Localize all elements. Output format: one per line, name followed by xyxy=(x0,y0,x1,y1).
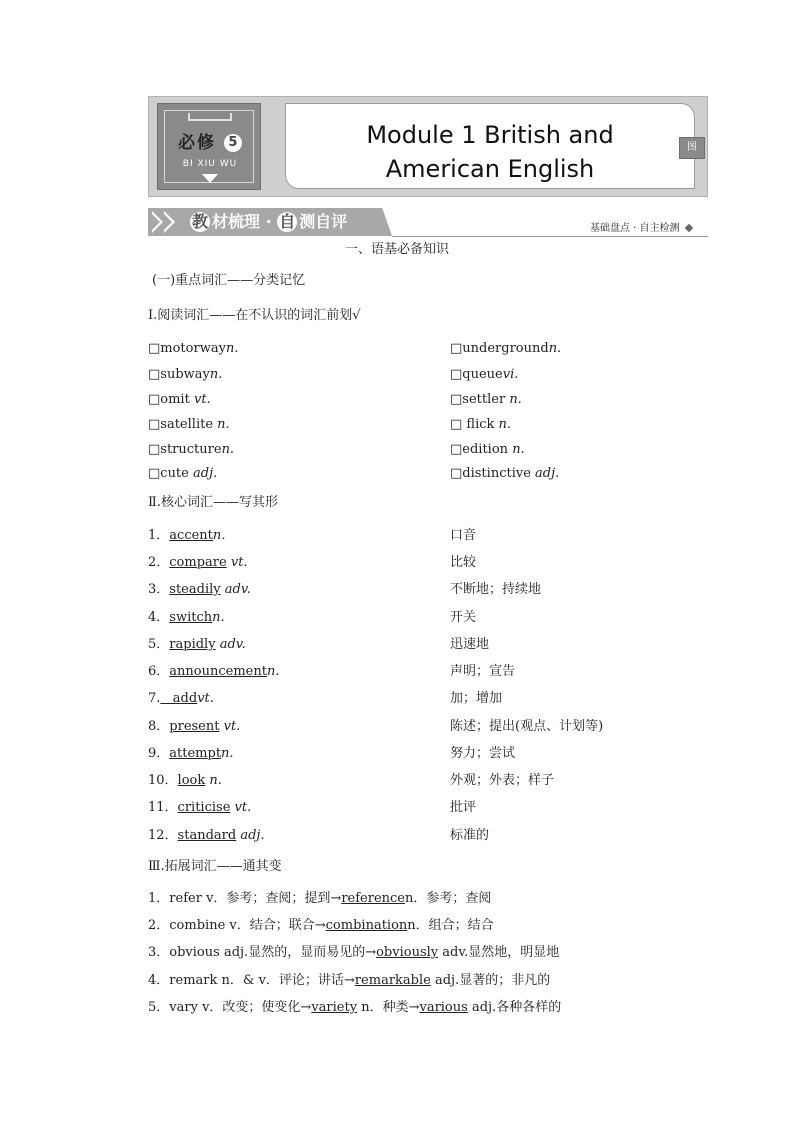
vocab-item: 1．accentn． xyxy=(148,528,235,543)
list-item: □cute adj. xyxy=(148,466,218,481)
list-item: □undergroundn. xyxy=(450,341,562,356)
list-item: □queuevi. xyxy=(450,367,519,382)
derivation-item: 3．obvious adj.显然的，显而易见的→obviously adv.显然地，明显地 xyxy=(148,945,560,960)
part1-heading: Ⅰ.阅读词汇——在不认识的词汇前划√ xyxy=(148,308,361,323)
side-book-icon: 图 xyxy=(679,137,705,159)
chevron-right-inner-icon xyxy=(152,214,160,230)
derivation-item: 2．combine v．结合；联合→combinationn．组合；结合 xyxy=(148,918,494,933)
vocab-item: 5．rapidly adv. xyxy=(148,637,246,652)
module-title-line-1: Module 1 British and xyxy=(366,121,614,149)
list-item: □satellite n. xyxy=(148,417,230,432)
part2-heading: Ⅱ.核心词汇——写其形 xyxy=(148,495,278,510)
chevron-right-inner-icon xyxy=(164,214,172,230)
badge-label xyxy=(170,128,250,153)
vocab-meaning: 批评 xyxy=(450,800,477,815)
section-rule xyxy=(392,236,708,237)
vocab-meaning: 口音 xyxy=(450,528,477,543)
vocab-meaning: 开关 xyxy=(450,610,477,625)
list-item: □subwayn. xyxy=(148,367,223,382)
list-item: □omit vt. xyxy=(148,392,211,407)
vocab-item: 6．announcementn. xyxy=(148,664,280,679)
vocab-item: 11．criticise vt. xyxy=(148,800,252,815)
list-item: □ flick n. xyxy=(450,417,512,432)
derivation-item: 5．vary v．改变；使变化→variety n．种类→various adj.各种各样的 xyxy=(148,1000,562,1015)
vocab-item: 10．look n. xyxy=(148,773,222,788)
section-title-separator: · xyxy=(265,212,272,231)
diamond-icon xyxy=(684,224,692,232)
section-right-tag-text: 基础盘点 · 自主检测 xyxy=(590,223,680,234)
section-title-dot-2: 自 xyxy=(279,212,296,231)
vocab-meaning: 努力；尝试 xyxy=(450,746,516,761)
subheading: (一)重点词汇——分类记忆 xyxy=(152,273,306,288)
vocab-meaning: 加；增加 xyxy=(450,691,503,706)
badge-label-text: 必修 xyxy=(178,133,217,153)
badge-chevron-top-icon xyxy=(188,113,232,121)
list-item: □edition n. xyxy=(450,442,525,457)
module-banner xyxy=(148,96,708,197)
badge-pinyin: BI XIU WU xyxy=(182,159,238,169)
badge-number: 5 xyxy=(224,134,242,152)
vocab-item: 9．attemptn. xyxy=(148,746,234,761)
section-title xyxy=(190,211,347,233)
heading-main: 一、语基必备知识 xyxy=(344,242,449,257)
list-item: □distinctive adj. xyxy=(450,466,560,481)
derivation-item: 1．refer v．参考；查阅；提到→referencen．参考；查阅 xyxy=(148,891,492,906)
vocab-meaning: 标准的 xyxy=(450,828,490,843)
module-title xyxy=(286,118,694,186)
vocab-meaning: 不断地；持续地 xyxy=(450,582,542,597)
vocab-item: 7. addvt. xyxy=(148,691,214,706)
vocab-meaning: 声明；宣告 xyxy=(450,664,516,679)
section-title-dot-1: 教 xyxy=(191,212,208,231)
section-title-part-1: 材梳理 xyxy=(212,212,261,231)
vocab-item: 4．switchn. xyxy=(148,610,225,625)
book-badge xyxy=(157,103,261,190)
vocab-item: 3．steadily adv. xyxy=(148,582,251,597)
derivation-item: 4．remark n．& v．评论；讲话→remarkable adj.显著的；非凡的 xyxy=(148,973,551,988)
vocab-meaning: 陈述；提出(观点、计划等) xyxy=(450,719,604,734)
vocab-meaning: 比较 xyxy=(450,555,477,570)
list-item: □settler n. xyxy=(450,392,522,407)
vocab-item: 12．standard adj. xyxy=(148,828,265,843)
vocab-item: 8．present vt. xyxy=(148,719,241,734)
part3-heading: Ⅲ.拓展词汇——通其变 xyxy=(148,859,282,874)
vocab-meaning: 外观；外表；样子 xyxy=(450,773,555,788)
module-title-line-2: American English xyxy=(385,155,595,183)
section-title-part-2: 测自评 xyxy=(299,212,348,231)
vocab-item: 2．compare vt. xyxy=(148,555,248,570)
list-item: □structuren. xyxy=(148,442,235,457)
list-item: □motorwayn. xyxy=(148,341,239,356)
vocab-meaning: 迅速地 xyxy=(450,637,490,652)
badge-arrow-icon xyxy=(202,174,218,183)
module-title-box xyxy=(285,103,695,189)
section-right-tag xyxy=(590,219,692,234)
